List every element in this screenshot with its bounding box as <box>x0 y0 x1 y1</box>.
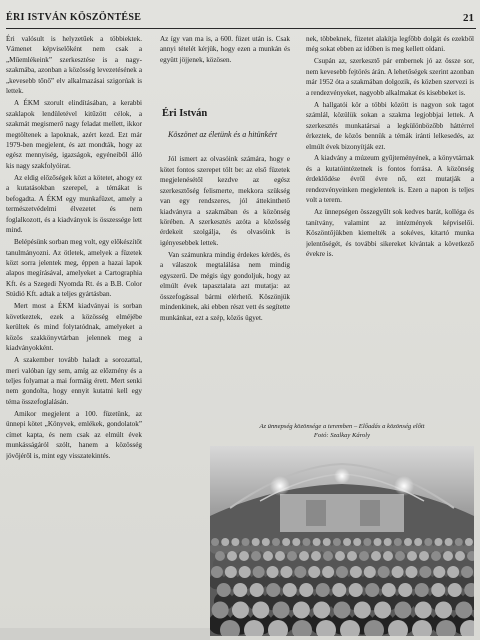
paragraph: Mert most a ÉKM kiadványai is sorban következtek, ezek a közösség elméjébe kerültek és mind folytatódnak, amelyeket a közös szakkönyvtárban jelennek meg a kiadványokként. <box>6 302 142 353</box>
paragraph: Éri valósult is helyzetűek a többiektek. Vámenet képviselőként nem csak a „Műemlékeink” szerkesztése is a nagy-szakmába, azonban a közösség levezetésének a „kevesebb tőnő” elv alkalmazásai szigorúak is lettek. <box>6 35 142 96</box>
paragraph: A szakember tovább haladt a sorozattal, meri valóban így sem, amíg az előzmény és a teljes folyamat a mai formáig érett. Mert senki nem gondolta, hogy ennyit kutatni kell egy téma összefoglalásán. <box>6 356 142 406</box>
paragraph: Az ünnepségen összegyűlt sok kedves barát, kolléga és tanítvány, valamint az intézmények képviselői. Köszöntőjükben kiemelték a sokéves, kitartó munka jelentőségét, és további sikereket kívántak a következő évekre is. <box>306 208 474 259</box>
paragraph: Belépésünk sorban meg volt, egy előkészítőt tanulmányozni. Az ötletek, amelyek a füzetek közt sorra jelentek meg, éppen a hazai lapok alapos megírásával, amelyeket a Cartographia Kft. és a Szegedi Nyomda Rt. és a B.B. Color Stúdió Kft. adtak a teljes gyártásban. <box>6 238 142 299</box>
article-heading: Éri István <box>162 108 208 120</box>
page-header <box>6 12 476 29</box>
caption-line: Az ünnepség közönsége a teremben – Előadás a közönség előtt <box>259 423 425 430</box>
running-title: ÉRI ISTVÁN KÖSZÖNTÉSE <box>6 12 142 23</box>
paragraph: nek, többeknek, füzetet alakítja legfőbb dolgát és ezekből még sokat ebben az időben is meg kellett oldani. <box>306 35 474 54</box>
paragraph: A kiadvány a múzeum gyűjteményének, a könyvtárnak és a kutatóintézetnek is fontos forrása. A közönség érdeklődése évről évre nő, ezt mutatják a rendezvényeinken megjelentek is. Ezen a napon is teljes volt a terem. <box>306 154 474 205</box>
paragraph: A hallgatói kör a többi között is nagyon sok tagot számlál, közülük sokan a szakma legjobbjai lettek. A szerkesztés munkatársai a legkülönbözőbb háttérrel érkeztek, de közös bennük a témák iránti lelkesedés, az elmúlt évek bizonyítják ezt. <box>306 100 474 151</box>
paragraph: Csupán az, szerkesztő pár embernek jó az össze sor, nem kevesebb fejtörés árán. A lehetőségek szerint azonban már 1952 óta a szakmában dolgozik, és közben szervezi is a rendezvényeket, nagyobb alkalmakat és kisebbeket is. <box>306 57 474 97</box>
page-number: 21 <box>463 12 474 24</box>
photo-caption <box>210 422 474 440</box>
caption-credit: Fotó: Szalkay Károly <box>313 432 371 439</box>
text-column-1 <box>6 34 142 634</box>
paragraph: Az eldig előzőségek közt a kötetet, ahogy ez a kutatásokban szerepel, a témákat is befogadta. A ÉKM egy munkafüzet, amely a természetvédelmi élvezetet és nem foglalkozott, és a kiadványok is összessége lett mind. <box>6 173 142 235</box>
paragraph: A ÉKM szorult elindításában, a kerabbi szaklapok lendületével kitűzött célok, a szakmát megismerő nagy feladat mellett, ikkor megtöltenek a lapoknak, azért kezd. Ezt már 1979-ben megjelent, és azt mondták, hogy az egész mennyiség, igazságok, egyéneiből álló kis nagy szakfolyóirat. <box>6 99 142 170</box>
text-column-2 <box>160 34 290 360</box>
audience-photo-graphic <box>210 446 474 636</box>
text-column-3 <box>306 34 474 360</box>
paragraph: Jól ismert az olvasóink számára, hogy e kötet fontos szerepet tölt be: az első füzetek megjelenésétől kezdve az egész szerkesztőség felismerte, mekkora szükség van egy rendszeres, jól áttekinthető kiadványra a szakmában és a közönség körében. A szerkesztés azóta a közösség érdekeit szolgálja, és olvasóink is igényesebbek lettek. <box>160 155 290 247</box>
page-bottom-edge <box>0 628 210 640</box>
paragraph: Az így van ma is, a 600. füzet után is. Csak annyi tételét kérjük, hogy ezen a munkán és együtt jöjjenek, közösen. <box>160 35 290 64</box>
audience-photo <box>210 446 474 636</box>
article-subtitle: Köszönet az életünk és a hitünkért <box>168 129 278 139</box>
paragraph: Van számunkra mindig érdekes kérdés, és a válaszok megtalálása nem mindig egyszerű. De mégis úgy gondoljuk, hogy az elmúlt évek tapasztalata azt mutatja: az összefogással bármi elérhető. Köszönjük mindenkinek, aki ebben részt vett és segítette munkánkat, ezt a szép, közös ügyet. <box>160 250 290 322</box>
paragraph: Amikor megjelent a 100. füzetünk, az ünnepi kötet „Könyvek, emlékek, gondolatok” címet kapta, és nem csak az elmúlt évek munkásságáról szólt, hanem a közösség jövőjéről is, mint egy visszatekintés. <box>6 409 142 460</box>
